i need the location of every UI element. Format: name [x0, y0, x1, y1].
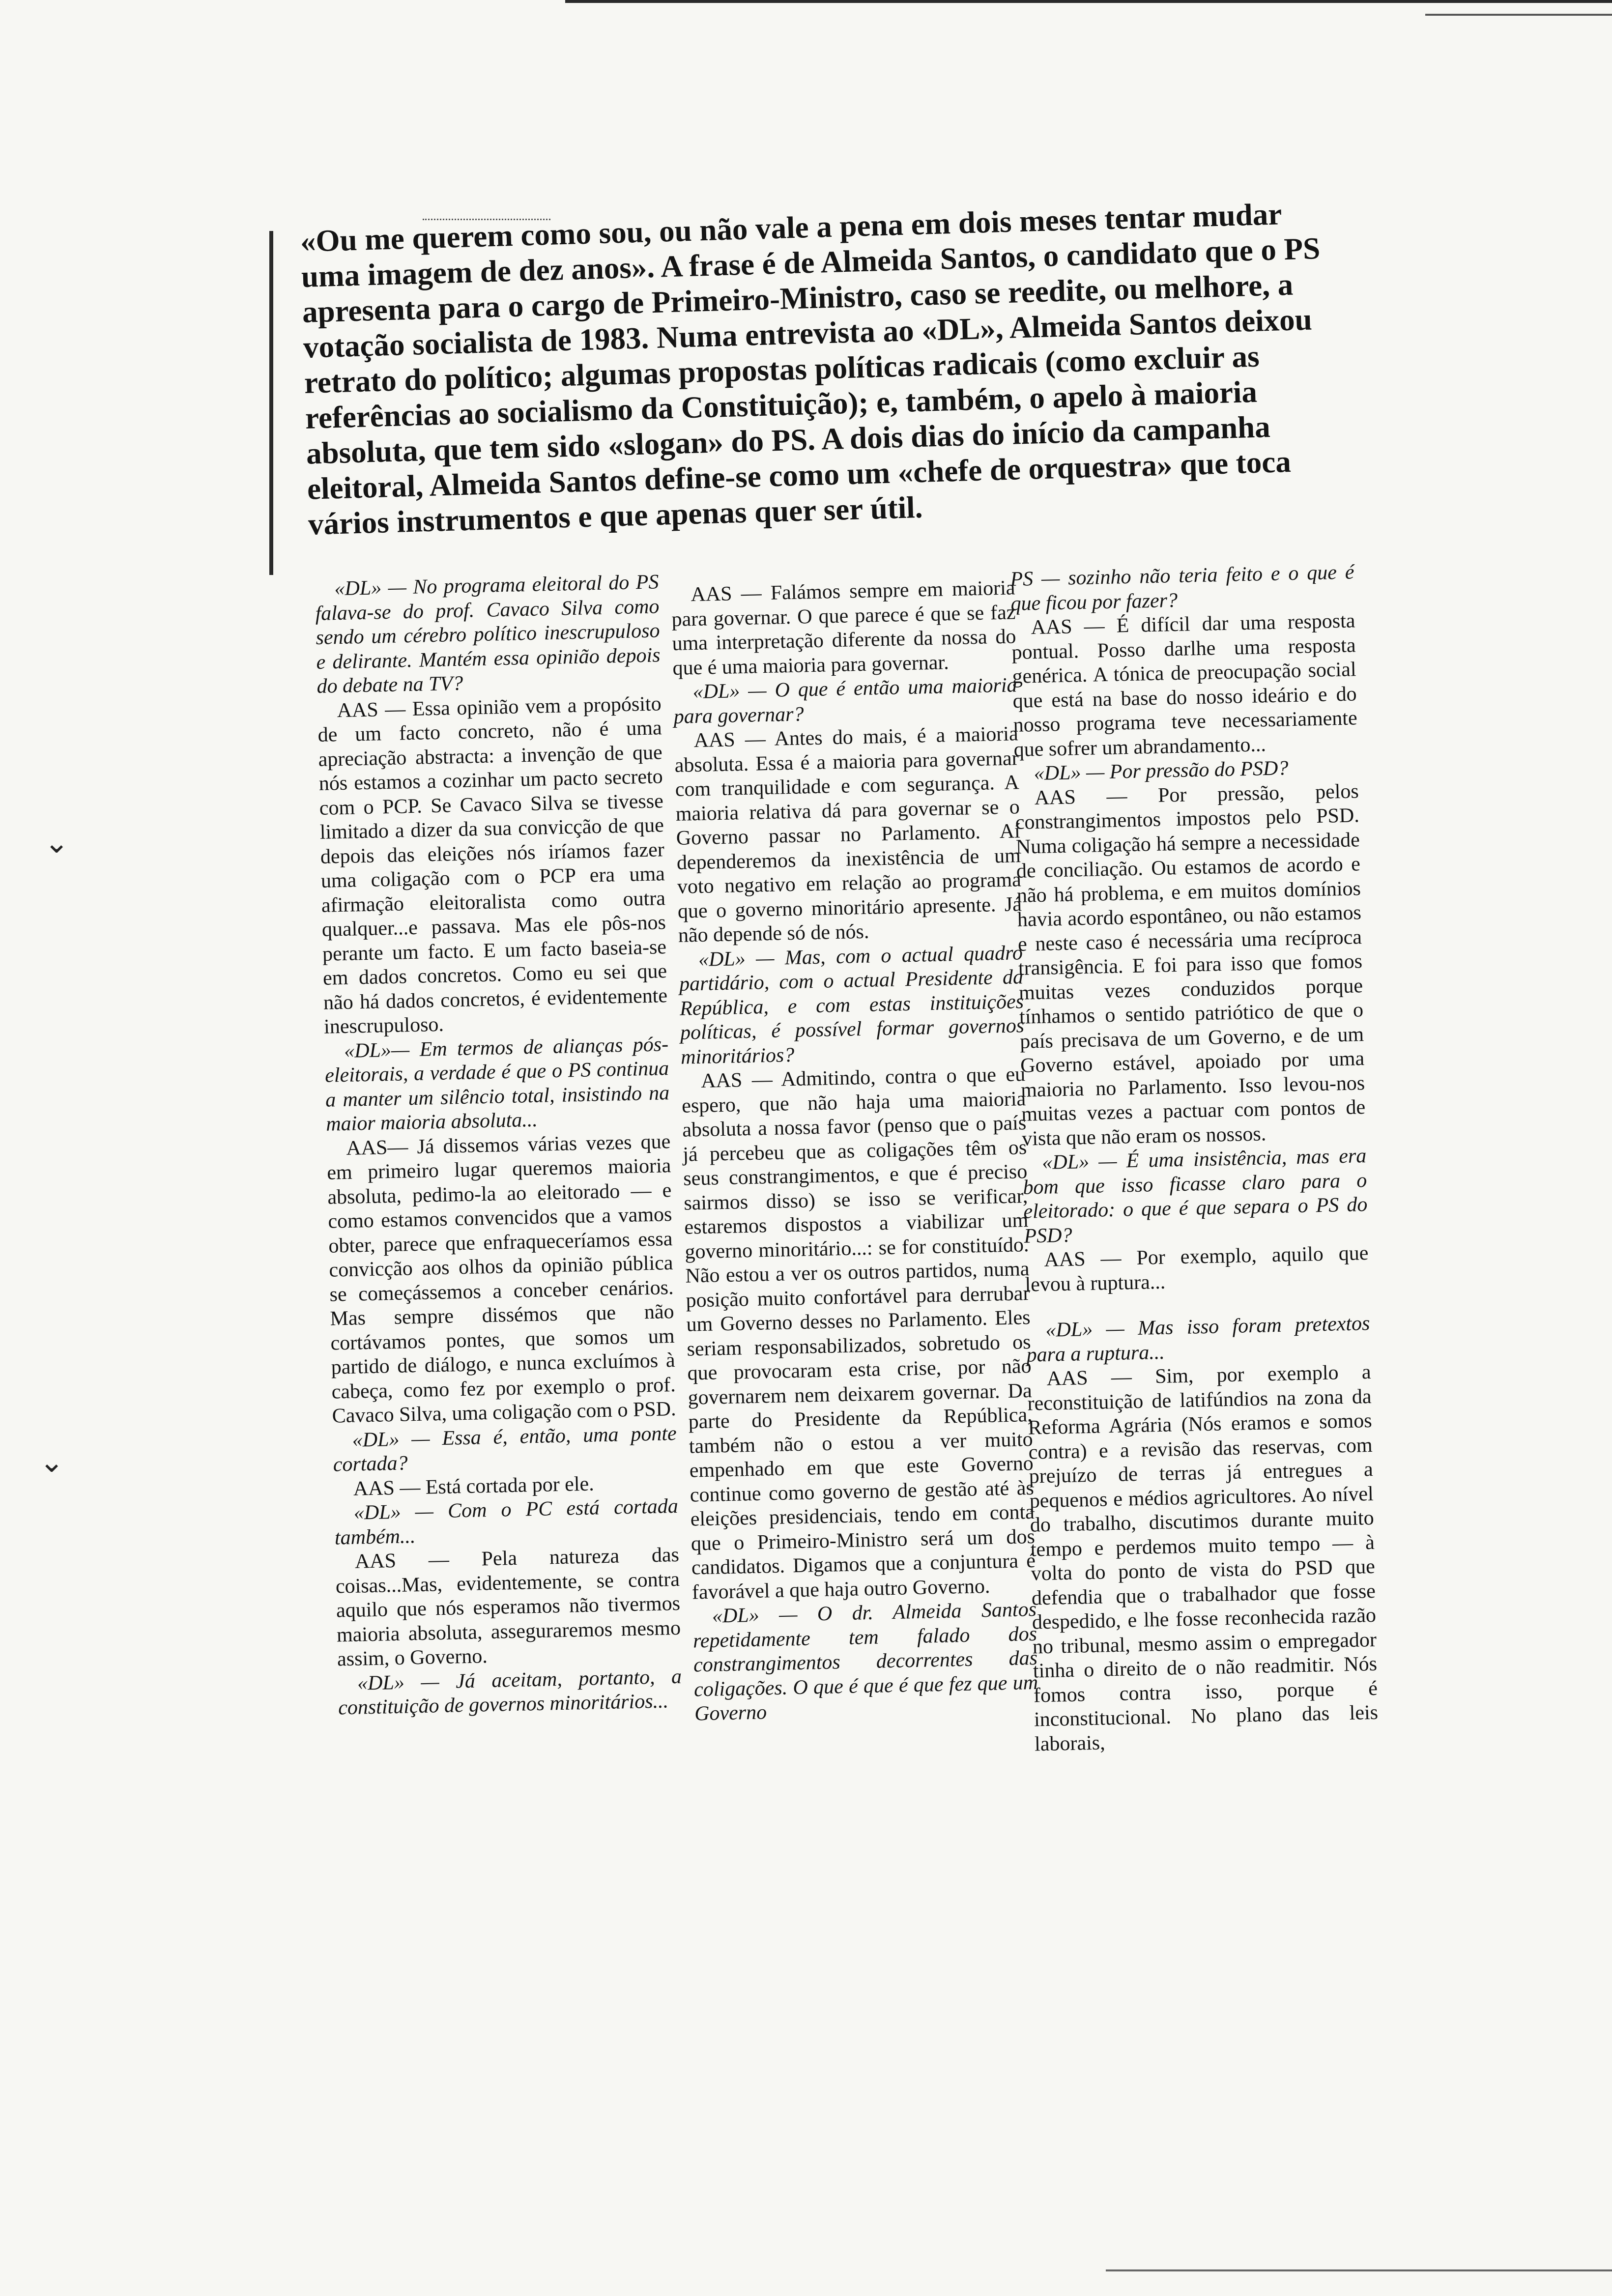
interview-question: «DL» — Com o PC está cortada também... [334, 1494, 679, 1550]
column-2 [671, 576, 1048, 2180]
margin-mark: ⌄ [39, 1446, 64, 1478]
interview-answer: AAS — Falámos sempre em maioria para governar. O que parece é que se faz uma interpretação diferente da nossa do que é uma maioria para governar. [671, 576, 1016, 680]
interview-answer: AAS — Antes do mais, é a maioria absoluta. Essa é a maioria para governar com tranquilidade e com segurança. A maioria relativa dá para governar se o Governo passar no Parlamento. Aí dependeremos da inexistência de um voto negativo em relação ao programa que o governo minoritário apresente. Já não depende só de nós. [674, 722, 1022, 947]
interview-question: «DL» — Mas, com o actual quadro partidário, com o actual Presidente da República, e com estas instituições políticas, é possível formar governos minoritários? [679, 941, 1025, 1069]
bottom-rule [1106, 2269, 1612, 2271]
interview-question: PS — sozinho não teria feito e o que é que ficou por fazer? [1010, 561, 1354, 615]
top-border-line [565, 0, 1612, 3]
interview-question: «DL» — O que é então uma maioria para governar? [673, 674, 1017, 728]
column-3 [1010, 560, 1387, 2164]
interview-answer: AAS — Por exemplo, aquilo que levou à ruptura... [1025, 1242, 1369, 1296]
top-border-line-right [1425, 14, 1612, 16]
column-1 [315, 570, 692, 2174]
interview-question: «DL» — No programa eleitoral do PS falava-se do prof. Cavaco Silva como sendo um cérebro político inescrupuloso e delirante. Mantém essa opinião depois do debate na TV? [315, 571, 661, 698]
interview-answer: AAS — Está cortada por ele. [353, 1472, 595, 1500]
interview-question: «DL» — É uma insistência, mas era bom que isso ficasse claro para o eleitorado: o que é que separa o PS do PSD? [1022, 1145, 1368, 1248]
interview-question: «DL» — O dr. Almeida Santos repetidamente tem falado dos constrangimentos decorrentes das coligações. O que é que é que fez que um Governo [692, 1598, 1038, 1725]
interview-question: «DL» — Por pressão do PSD? [1034, 757, 1289, 785]
interview-question: «DL» — Já aceitam, portanto, a constituição de governos minoritários... [338, 1665, 682, 1720]
interview-question: «DL» — Mas isso foram pretextos para a ruptura... [1026, 1312, 1370, 1367]
interview-question: «DL»— Em termos de alianças pós-eleitorais, a verdade é que o PS continua a manter um silêncio total, insistindo na maior maioria absoluta... [324, 1033, 670, 1136]
interview-answer: AAS — Admitindo, contra o que eu espero, que não haja uma maioria absoluta a nossa favor (penso que o país já percebeu que as coligações têm os seus constrangimentos, e que é preciso sairmos disso) se isso se verificar, estaremos dispostos a viabilizar um governo minoritário...: se for constituído. Não estou a ver os outros partidos, numa posição muito confortável para derrubar um Governo desses no Parlamento. Eles seriam responsabilizados, sobretudo os que provocaram esta crise, por não governarem nem deixarem governar. Da parte do Presidente da República, também não o estou a ver muito empenhado em que este Governo continue como governo de gestão até às eleições presidenciais, tendo em conta que o Primeiro-Ministro será um dos candidatos. Digamos que a conjuntura é favorável a que haja outro Governo. [681, 1063, 1036, 1604]
interview-answer: AAS— Já dissemos várias vezes que em primeiro lugar queremos maioria absoluta, pedimo-la ao eleitorado — e como estamos convencidos que a vamos obter, parece que enfraqueceríamos essa convicção aos olhos da opinião pública se começássemos a conceber cenários. Mas sempre dissémos que não cortávamos pontes, que somos um partido de diálogo, e nunca excluímos à cabeça, como fez por exemplo o prof. Cavaco Silva, uma coligação com o PSD. [326, 1130, 676, 1428]
margin-mark: ⌄ [44, 827, 69, 859]
lede-frame-line [269, 231, 273, 575]
interview-answer: AAS — Por pressão, pelos constrangimentos impostos pelo PSD. Numa coligação há sempre a necessidade de conciliação. Ou estamos de acordo e não há problema, e em muitos domínios havia acordo espontâneo, ou não estamos e neste caso é necessária uma recíproca transigência. E foi para isso que fomos muitas vezes conduzidos porque tínhamos o sentido patriótico de que o país precisava de um Governo, e de um Governo estável, apoiado por uma maioria no Parlamento. Isso levou-nos muitas vezes a pactuar com pontos de vista que não eram os nossos. [1015, 779, 1366, 1150]
interview-answer: AAS — Essa opinião vem a propósito de um facto concreto, não é uma apreciação abstracta: a invenção de que nós estamos a cozinhar um pacto secreto com o PCP. Se Cavaco Silva se tivesse limitado a dizer da sua convicção de que depois das eleições nós iríamos fazer uma coligação com o PCP era uma afirmação eleitoralista como outra qualquer...e passava. Mas ele pôs-nos perante um facto. E um facto baseia-se em dados concretos. Como eu sei que não há dados concretos, é evidentemente inescrupuloso. [317, 692, 668, 1038]
interview-answer: AAS — Sim, por exemplo a reconstituição de latifúndios na zona da Reforma Agrária (Nós eramos e somos contra) e a revisão das reservas, com prejuízo de terras já entregues a pequenos e médios agricultores. Ao nível do trabalho, discutimos durante muito tempo e perdemos muito tempo — à volta do ponto de vista do PSD que defendia que o trabalhador que fosse despedido, e lhe fosse reconhecida razão no tribunal, mesmo assim o empregador tinha o direito de o não readmitir. Nós fomos contra isso, porque é inconstitucional. No plano das leis laborais, [1027, 1360, 1379, 1755]
interview-answer: AAS — É difícil dar uma resposta pontual. Posso darlhe uma resposta genérica. A tónica de preocupação social que está na base do nosso ideário e do nosso programa teve necessariamente que sofrer um abrandamento... [1011, 609, 1358, 761]
article-columns [315, 561, 1415, 2175]
interview-answer: AAS — Pela natureza das coisas...Mas, evidentemente, se contra aquilo que nós esperamos não tivermos maioria absoluta, asseguraremos mesmo assim, o Governo. [335, 1543, 681, 1671]
lede-paragraph: «Ou me querem como sou, ou não vale a pena em dois meses tentar mudar uma imagem de dez anos». A frase é de Almeida Santos, o candidato que o PS apresenta para o cargo de Primeiro-Ministro, caso se reedite, ou melhore, a votação socialista de 1983. Numa entrevista ao «DL», Almeida Santos deixou retrato do político; algumas propostas políticas radicais (como excluir as referências ao socialismo da Constituição); e, também, o apelo à maioria absoluta, que tem sido «slogan» do PS. A dois dias do início da campanha eleitoral, Almeida Santos define-se como um «chefe de orquestra» que toca vários instrumentos e que apenas quer ser útil. [300, 197, 1321, 542]
interview-question: «DL» — Essa é, então, uma ponte cortada? [333, 1422, 677, 1476]
